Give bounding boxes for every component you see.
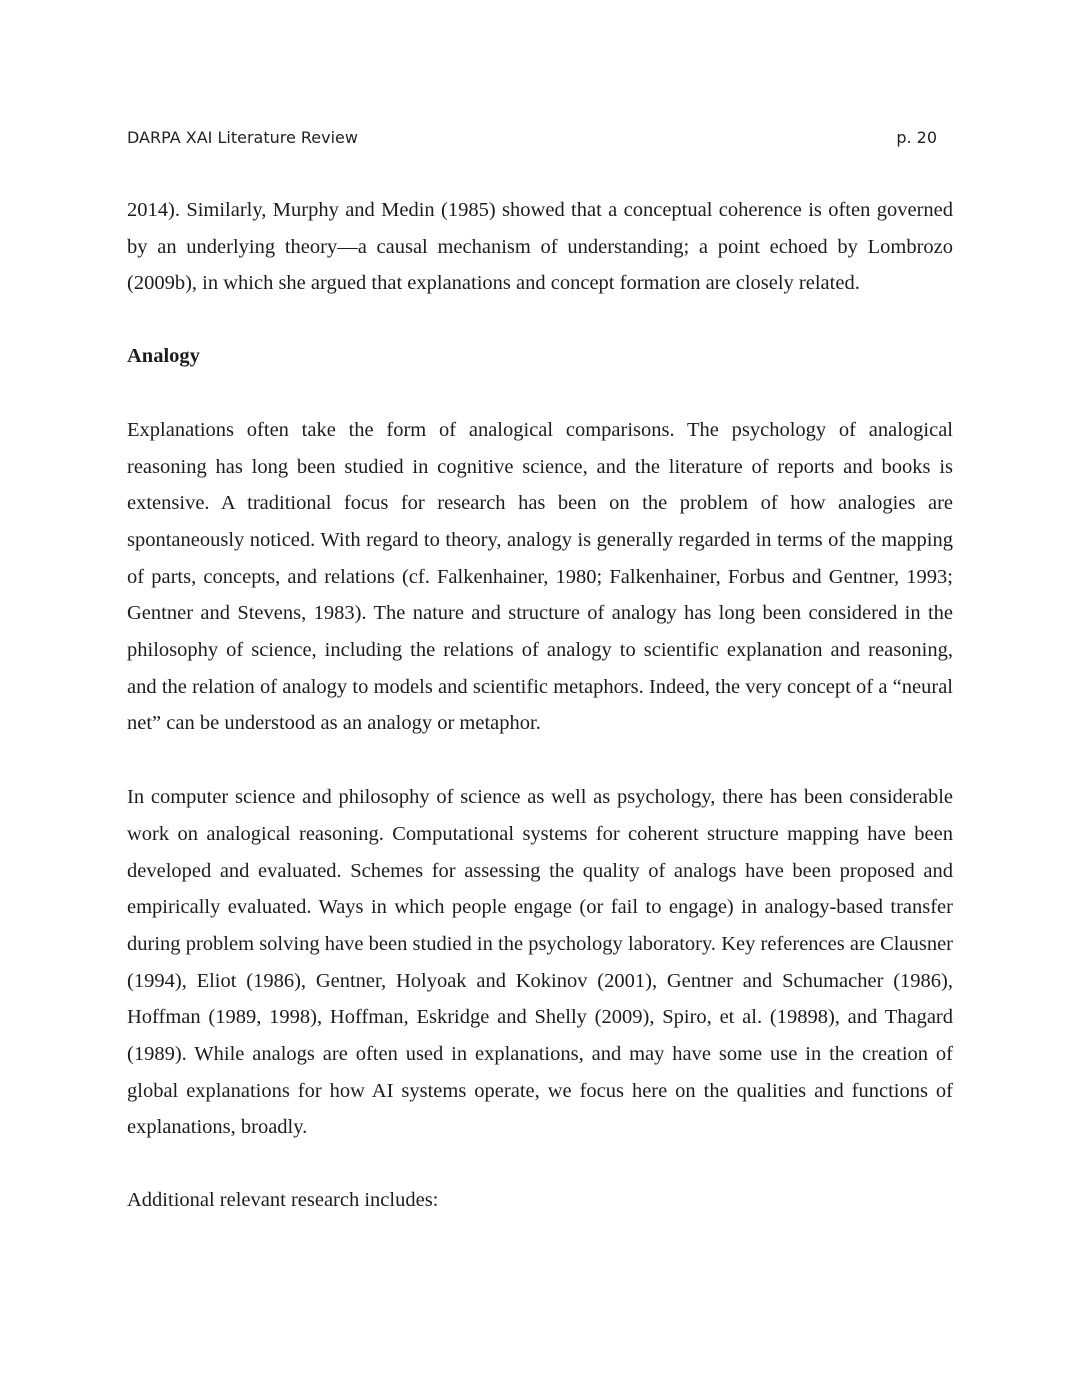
paragraph-analogical-reasoning-work: In computer science and philosophy of science as well as psychology, there has been considerable work on analogical reasoning. Computational systems for coherent structure mapping have been developed and evaluated. Schemes for assessing the quality of analogs have been proposed and empirically evaluated. Ways in which people engage (or fail to engage) in analogy-based transfer during problem solving have been studied in the psychology laboratory. Key references are Clausner (1994), Eliot (1986), Gentner, Holyoak and Kokinov (2001), Gentner and Schumacher (1986), Hoffman (1989, 1998), Hoffman, Eskridge and Shelly (2009), Spiro, et al. (19898), and Thagard (1989). While analogs are often used in explanations, and may have some use in the creation of global explanations for how AI systems operate, we focus here on the qualities and functions of explanations, broadly. — [127, 786, 953, 1139]
page-number: p. 20 — [896, 128, 937, 147]
body-text — [127, 192, 953, 1219]
paragraph-additional-research: Additional relevant research includes: — [127, 1189, 439, 1212]
paragraph-analogical-comparisons: Explanations often take the form of analogical comparisons. The psychology of analogical reasoning has long been studied in cognitive science, and the literature of reports and books is extensive. A traditional focus for research has been on the problem of how analogies are spontaneously noticed. With regard to theory, analogy is generally regarded in terms of the mapping of parts, concepts, and relations (cf. Falkenhainer, 1980; Falkenhainer, Forbus and Gentner, 1993; Gentner and Stevens, 1983). The nature and structure of analogy has long been considered in the philosophy of science, including the relations of analogy to scientific explanation and reasoning, and the relation of analogy to models and scientific metaphors. Indeed, the very concept of a “neural net” can be understood as an analogy or metaphor. — [127, 418, 953, 735]
paragraph-continuation: 2014). Similarly, Murphy and Medin (1985) showed that a conceptual coherence is often governed by an underlying theory—a causal mechanism of understanding; a point echoed by Lombrozo (2009b), in which she argued that explanations and concept formation are closely related. — [127, 199, 953, 295]
section-heading-analogy: Analogy — [127, 345, 200, 368]
running-title: DARPA XAI Literature Review — [127, 128, 358, 147]
page-header — [127, 128, 937, 152]
